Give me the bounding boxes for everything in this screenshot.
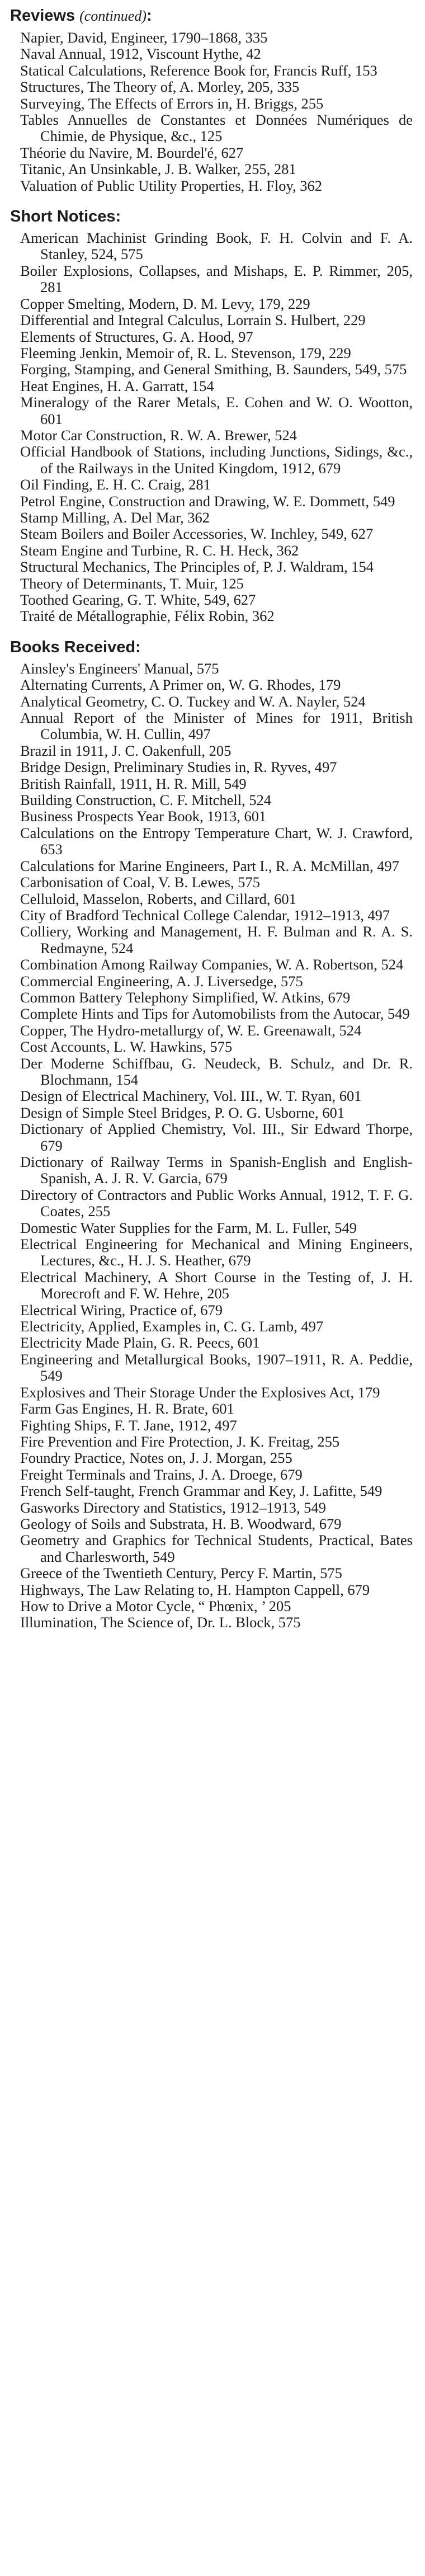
index-entry: Bridge Design, Preliminary Studies in, R. Ryves, 497 (20, 759, 337, 776)
index-entry: Motor Car Construction, R. W. A. Brewer, 524 (20, 426, 298, 444)
index-entry: Statical Calculations, Reference Book for, Francis Ruff, 153 (20, 62, 377, 79)
index-entry: Greece of the Twentieth Century, Percy F. Martin, 575 (20, 1565, 342, 1582)
index-entry: Petrol Engine, Construction and Drawing, W. E. Dommett, 549 (20, 492, 395, 510)
index-entry: City of Bradford Technical College Calendar, 1912–1913, 497 (20, 906, 390, 924)
section-heading (10, 637, 413, 657)
section-heading (10, 6, 413, 26)
index-section (10, 6, 413, 194)
index-entry: Highways, The Law Relating to, H. Hampton Cappell, 679 (20, 1581, 370, 1598)
entry-list (10, 661, 413, 1631)
index-entry: Calculations on the Entropy Temperature Chart, W. J. Crawford, 653 (20, 824, 413, 858)
index-entry: Engineering and Metallurgical Books, 1907–1911, R. A. Peddie, 549 (20, 1350, 413, 1384)
entry-list (10, 30, 413, 194)
index-entry: Design of Electrical Machinery, Vol. III., W. T. Ryan, 601 (20, 1087, 362, 1105)
index-entry: How to Drive a Motor Cycle, “ Phœnix, ’ 205 (20, 1597, 291, 1614)
index-entry: Valuation of Public Utility Properties, H. Floy, 362 (20, 177, 323, 194)
index-entry: Oil Finding, E. H. C. Craig, 281 (20, 476, 211, 493)
index-entry: Surveying, The Effects of Errors in, H. Briggs, 255 (20, 95, 324, 112)
index-entry: Alternating Currents, A Primer on, W. G. Rhodes, 179 (20, 676, 341, 694)
index-entry: Foundry Practice, Notes on, J. J. Morgan, 255 (20, 1449, 292, 1467)
index-entry: American Machinist Grinding Book, F. H. Colvin and F. A. Stanley, 524, 575 (20, 229, 413, 263)
index-entry: Common Battery Telephony Simplified, W. Atkins, 679 (20, 988, 351, 1006)
index-entry: Steam Boilers and Boiler Accessories, W. Inchley, 549, 627 (20, 525, 374, 543)
index-entry: Electricity Made Plain, G. R. Peecs, 601 (20, 1334, 260, 1351)
index-entry: French Self-taught, French Grammar and Key, J. Lafitte, 549 (20, 1482, 382, 1500)
section-title: Short Notices (10, 208, 116, 226)
index-entry: Geology of Soils and Substrata, H. B. Woodward, 679 (20, 1515, 342, 1532)
section-title: Books Received (10, 638, 136, 656)
index-entry: Titanic, An Unsinkable, J. B. Walker, 255, 281 (20, 161, 296, 178)
index-entry: Cost Accounts, L. W. Hawkins, 575 (20, 1038, 233, 1056)
index-entry: Heat Engines, H. A. Garratt, 154 (20, 377, 214, 394)
index-entry: Commercial Engineering, A. J. Liversedge, 575 (20, 972, 303, 990)
index-entry: Boiler Explosions, Collapses, and Mishaps, E. P. Rimmer, 205, 281 (20, 262, 413, 296)
index-entry: Differential and Integral Calculus, Lorrain S. Hulbert, 229 (20, 312, 366, 329)
section-heading (10, 206, 413, 227)
index-entry: Fighting Ships, F. T. Jane, 1912, 497 (20, 1416, 237, 1434)
index-entry: Geometry and Graphics for Technical Students, Practical, Bates and Charlesworth, 549 (20, 1532, 413, 1565)
index-entry: Electrical Machinery, A Short Course in the Testing of, J. H. Morecroft and F. W. Hehre, 205 (20, 1268, 413, 1302)
index-entry: Dictionary of Applied Chemistry, Vol. III., Sir Edward Thorpe, 679 (20, 1120, 413, 1154)
index-entry: Fire Prevention and Fire Protection, J. K. Freitag, 255 (20, 1433, 340, 1450)
index-entry: Design of Simple Steel Bridges, P. O. G. Usborne, 601 (20, 1104, 345, 1121)
index-entry: Calculations for Marine Engineers, Part I., R. A. McMillan, 497 (20, 857, 399, 874)
entry-list (10, 230, 413, 625)
index-entry: Combination Among Railway Companies, W. A. Robertson, 524 (20, 956, 404, 973)
index-entry: Structures, The Theory of, A. Morley, 205, 335 (20, 78, 300, 96)
section-colon: : (115, 208, 121, 226)
index-section (10, 637, 413, 1631)
index-entry: Brazil in 1911, J. C. Oakenfull, 205 (20, 742, 232, 759)
index-entry: Toothed Gearing, G. T. White, 549, 627 (20, 591, 256, 608)
index-entry: Freight Terminals and Trains, J. A. Droege, 679 (20, 1466, 303, 1483)
index-entry: Domestic Water Supplies for the Farm, M. L. Fuller, 549 (20, 1219, 357, 1236)
index-entry: Colliery, Working and Management, H. F. Bulman and R. A. S. Redmayne, 524 (20, 923, 413, 957)
index-entry: Forging, Stamping, and General Smithing, B. Saunders, 549, 575 (20, 361, 407, 378)
index-entry: Théorie du Navire, M. Bourdel'é, 627 (20, 144, 244, 161)
index-entry: Copper, The Hydro-metallurgy of, W. E. Greenawalt, 524 (20, 1021, 362, 1039)
index-entry: Steam Engine and Turbine, R. C. H. Heck, 362 (20, 541, 299, 559)
section-continued-note: (continued) (79, 8, 147, 24)
index-entry: Theory of Determinants, T. Muir, 125 (20, 574, 244, 592)
index-entry: Carbonisation of Coal, V. B. Lewes, 575 (20, 874, 260, 891)
index-entry: Elements of Structures, G. A. Hood, 97 (20, 328, 253, 345)
index-entry: Annual Report of the Minister of Mines for 1911, British Columbia, W. H. Cullin, 497 (20, 709, 413, 743)
index-entry: Dictionary of Railway Terms in Spanish-English and English-Spanish, A. J. R. V. Garcia, 679 (20, 1153, 413, 1187)
index-entry: Farm Gas Engines, H. R. Brate, 601 (20, 1400, 234, 1417)
index-entry: Stamp Milling, A. Del Mar, 362 (20, 508, 210, 526)
index-entry: Napier, David, Engineer, 1790–1868, 335 (20, 29, 268, 46)
index-entry: British Rainfall, 1911, H. R. Mill, 549 (20, 775, 247, 792)
index-entry: Structural Mechanics, The Principles of, P. J. Waldram, 154 (20, 558, 374, 576)
index-section (10, 206, 413, 625)
index-entry: Business Prospects Year Book, 1913, 601 (20, 808, 267, 825)
section-title: Reviews (10, 7, 75, 25)
index-entry: Tables Annuelles de Constantes et Données Numériques de Chimie, de Physique, &c., 125 (20, 111, 413, 145)
index-entry: Electrical Engineering for Mechanical and Mining Engineers, Lectures, &c., H. J. S. Heather, 679 (20, 1236, 413, 1269)
index-entry: Directory of Contractors and Public Works Annual, 1912, T. F. G. Coates, 255 (20, 1186, 413, 1220)
index-entry: Naval Annual, 1912, Viscount Hythe, 42 (20, 45, 261, 63)
index-entry: Analytical Geometry, C. O. Tuckey and W. A. Nayler, 524 (20, 693, 366, 710)
index-entry: Electricity, Applied, Examples in, C. G. Lamb, 497 (20, 1318, 324, 1335)
index-entry: Traité de Métallographie, Félix Robin, 362 (20, 607, 275, 625)
index-entry: Ainsley's Engineers' Manual, 575 (20, 660, 219, 677)
index-entry: Gasworks Directory and Statistics, 1912–1913, 549 (20, 1499, 326, 1516)
index-entry: Illumination, The Science of, Dr. L. Block, 575 (20, 1614, 301, 1631)
index-entry: Explosives and Their Storage Under the Explosives Act, 179 (20, 1383, 380, 1401)
index-entry: Complete Hints and Tips for Automobilists from the Autocar, 549 (20, 1005, 410, 1023)
index-entry: Electrical Wiring, Practice of, 679 (20, 1301, 223, 1318)
index-entry: Celluloid, Masselon, Roberts, and Cillard, 601 (20, 890, 296, 907)
index-entry: Building Construction, C. F. Mitchell, 524 (20, 792, 272, 809)
index-entry: Mineralogy of the Rarer Metals, E. Cohen and W. O. Wootton, 601 (20, 394, 413, 427)
index-entry: Der Moderne Schiffbau, G. Neudeck, B. Schulz, and Dr. R. Blochmann, 154 (20, 1054, 413, 1088)
section-colon: : (135, 638, 141, 656)
index-entry: Official Handbook of Stations, including Junctions, Sidings, &c., of the Railways in the United Kingdom, 1912, 679 (20, 443, 413, 477)
index-entry: Copper Smelting, Modern, D. M. Levy, 179, 229 (20, 295, 310, 312)
section-colon: : (146, 7, 152, 25)
index-entry: Fleeming Jenkin, Memoir of, R. L. Stevenson, 179, 229 (20, 344, 351, 361)
